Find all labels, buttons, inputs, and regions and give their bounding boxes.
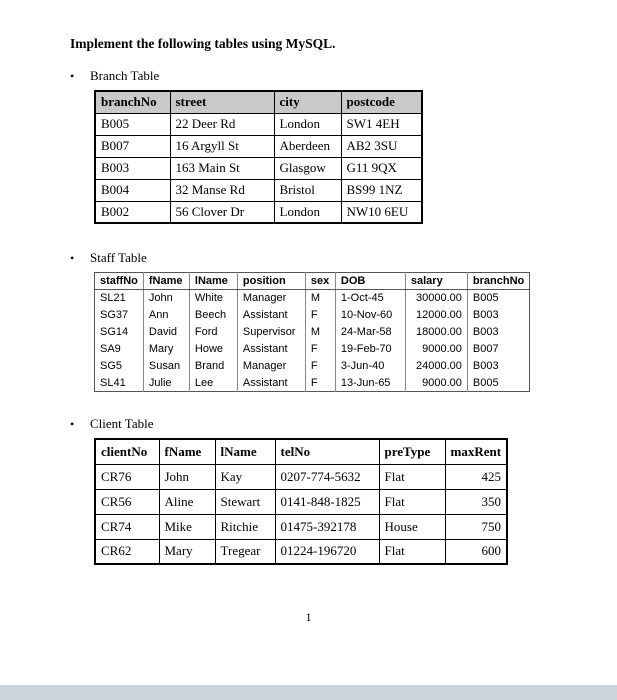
table-cell: 18000.00: [405, 324, 467, 341]
table-cell: 9000.00: [405, 341, 467, 358]
table-cell: CR62: [95, 539, 159, 564]
table-cell: SA9: [95, 341, 144, 358]
table-cell: Howe: [189, 341, 237, 358]
table-cell: Aberdeen: [274, 135, 341, 157]
table-row: [95, 307, 530, 324]
table-cell: 30000.00: [405, 290, 467, 307]
bullet-icon: •: [70, 417, 75, 431]
table-cell: B004: [95, 179, 170, 201]
table-cell: 750: [445, 514, 507, 539]
bullet-client-table: [70, 416, 617, 432]
column-header: maxRent: [445, 439, 507, 464]
column-header: salary: [405, 273, 467, 290]
table-cell: B007: [472, 343, 499, 355]
table-cell: B003: [472, 360, 499, 372]
table-cell: House: [379, 514, 445, 539]
table-cell: Manager: [237, 290, 305, 307]
column-header: fName: [143, 273, 189, 290]
table-cell: CR56: [95, 489, 159, 514]
table-cell: CR76: [95, 464, 159, 489]
section-label: Client Table: [90, 416, 154, 431]
table-row: [95, 201, 422, 223]
table-cell: David: [143, 324, 189, 341]
table-cell: B005: [95, 113, 170, 135]
table-cell: Glasgow: [274, 157, 341, 179]
table-cell: F: [305, 358, 335, 375]
section-branch: [70, 68, 617, 224]
table-cell: NW10 6EU: [341, 201, 422, 223]
table-cell: B003: [472, 309, 499, 321]
client-table: [94, 438, 617, 565]
table-cell: Assistant: [237, 375, 305, 392]
header-row: [95, 91, 422, 113]
table-cell: Aline: [159, 489, 215, 514]
table-cell: CR74: [95, 514, 159, 539]
table-cell: SG14: [95, 324, 144, 341]
column-header: position: [237, 273, 305, 290]
column-header: preType: [379, 439, 445, 464]
table-cell: Ann: [143, 307, 189, 324]
table-cell: Assistant: [237, 341, 305, 358]
table-cell: 3-Jun-40: [335, 358, 405, 375]
section-staff: [70, 250, 617, 392]
table-cell: Tregear: [215, 539, 275, 564]
table-cell: London: [274, 113, 341, 135]
bullet-branch-table: [70, 68, 617, 84]
column-header: staffNo: [95, 273, 144, 290]
header-row: [95, 273, 530, 290]
table-cell: SW1 4EH: [341, 113, 422, 135]
table-cell: B005: [472, 292, 499, 305]
bullet-icon: •: [70, 69, 75, 83]
table-cell: Supervisor: [237, 324, 305, 341]
table-cell: Ford: [189, 324, 237, 341]
staff-table: [94, 272, 617, 392]
column-header: DOB: [335, 273, 405, 290]
table-cell: 22 Deer Rd: [170, 113, 274, 135]
page-title: Implement the following tables using MySQL.: [70, 36, 336, 51]
table-cell: 350: [445, 489, 507, 514]
column-header: telNo: [275, 439, 379, 464]
section-label: Branch Table: [90, 68, 160, 83]
table-cell: Mary: [143, 341, 189, 358]
page-number: 1: [305, 610, 312, 624]
table-cell: 24000.00: [405, 358, 467, 375]
table-row: [95, 539, 507, 564]
table-cell: Manager: [237, 358, 305, 375]
table-cell: 19-Feb-70: [335, 341, 405, 358]
header-row: [95, 439, 507, 464]
table-row: [95, 341, 530, 358]
table-cell: Ritchie: [215, 514, 275, 539]
table-row: [95, 290, 530, 307]
column-header: fName: [159, 439, 215, 464]
column-header: branchNo: [467, 273, 529, 290]
table-cell: 9000.00: [405, 375, 467, 392]
table-cell: F: [305, 375, 335, 392]
table-cell: 24-Mar-58: [335, 324, 405, 341]
table-cell: Julie: [143, 375, 189, 392]
table-row: [95, 135, 422, 157]
table-cell: 10-Nov-60: [335, 307, 405, 324]
table-cell: B007: [95, 135, 170, 157]
column-header: city: [274, 91, 341, 113]
table-cell: Flat: [379, 464, 445, 489]
table-cell: SG5: [95, 358, 144, 375]
window-bottom-bar: [0, 685, 617, 700]
table-row: [95, 324, 530, 341]
table-cell: Bristol: [274, 179, 341, 201]
bullet-icon: •: [70, 251, 75, 265]
table-cell: Mary: [159, 539, 215, 564]
table-cell: SG37: [95, 307, 144, 324]
table-row: [95, 489, 507, 514]
bullet-staff-table: [70, 250, 617, 266]
section-label: Staff Table: [90, 250, 147, 265]
column-header: branchNo: [95, 91, 170, 113]
table-cell: 01224-196720: [275, 539, 379, 564]
table-cell: 0207-774-5632: [275, 464, 379, 489]
table-cell: John: [159, 464, 215, 489]
table-cell: Susan: [143, 358, 189, 375]
table-cell: Stewart: [215, 489, 275, 514]
table-row: [95, 375, 530, 392]
table-cell: 600: [445, 539, 507, 564]
table-cell: 56 Clover Dr: [170, 201, 274, 223]
column-header: lName: [215, 439, 275, 464]
table-cell: London: [274, 201, 341, 223]
table-cell: Flat: [379, 539, 445, 564]
table-cell: Lee: [189, 375, 237, 392]
table-row: [95, 464, 507, 489]
table-cell: M: [305, 290, 335, 307]
table-cell: 1-Oct-45: [335, 290, 405, 307]
section-client: [70, 416, 617, 565]
table-cell: SL21: [95, 290, 144, 307]
table-cell: White: [189, 290, 237, 307]
table-cell: G11 9QX: [341, 157, 422, 179]
table-row: [95, 179, 422, 201]
table-row: [95, 514, 507, 539]
staff-data-table: [94, 272, 530, 392]
table-cell: F: [305, 341, 335, 358]
table-cell: F: [305, 307, 335, 324]
branch-table: [94, 90, 617, 224]
table-cell: Assistant: [237, 307, 305, 324]
table-cell: B002: [95, 201, 170, 223]
table-cell: Flat: [379, 489, 445, 514]
table-cell: 32 Manse Rd: [170, 179, 274, 201]
column-header: lName: [189, 273, 237, 290]
table-cell: Mike: [159, 514, 215, 539]
client-data-table: [94, 438, 508, 565]
table-cell: 425: [445, 464, 507, 489]
table-cell: AB2 3SU: [341, 135, 422, 157]
column-header: sex: [305, 273, 335, 290]
table-cell: Brand: [189, 358, 237, 375]
table-row: [95, 113, 422, 135]
table-cell: BS99 1NZ: [341, 179, 422, 201]
table-cell: Beech: [189, 307, 237, 324]
table-cell: John: [143, 290, 189, 307]
table-cell: Kay: [215, 464, 275, 489]
table-cell: SL41: [95, 375, 144, 392]
table-cell: 0141-848-1825: [275, 489, 379, 514]
column-header: clientNo: [95, 439, 159, 464]
column-header: postcode: [341, 91, 422, 113]
table-cell: 163 Main St: [170, 157, 274, 179]
table-cell: B003: [472, 326, 499, 338]
table-cell: 16 Argyll St: [170, 135, 274, 157]
column-header: street: [170, 91, 274, 113]
branch-data-table: [94, 90, 423, 224]
table-row: [95, 358, 530, 375]
table-cell: M: [305, 324, 335, 341]
table-cell: 12000.00: [405, 307, 467, 324]
table-cell: 13-Jun-65: [335, 375, 405, 392]
table-row: [95, 157, 422, 179]
table-cell: B005: [472, 376, 499, 389]
table-cell: B003: [95, 157, 170, 179]
table-cell: 01475-392178: [275, 514, 379, 539]
